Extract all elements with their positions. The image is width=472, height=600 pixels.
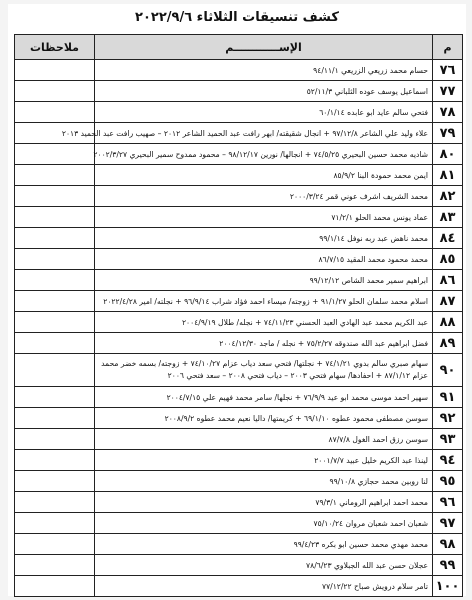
table-row — [15, 354, 463, 387]
row-number: ١٠٠ — [433, 576, 463, 597]
table-row — [15, 534, 463, 555]
row-number: ٨٤ — [433, 228, 463, 249]
row-name: محمد محمود محمد المقيد ٨٦/٧/١٥ — [95, 249, 433, 270]
row-number: ٨٢ — [433, 186, 463, 207]
row-number: ٨٥ — [433, 249, 463, 270]
row-name: عماد يونس محمد الحلو ٧١/٢/١ — [95, 207, 433, 228]
table-row — [15, 492, 463, 513]
table-row — [15, 270, 463, 291]
row-notes — [15, 576, 95, 597]
row-notes — [15, 354, 95, 387]
row-number: ٨٠ — [433, 144, 463, 165]
table-row — [15, 471, 463, 492]
row-number: ٩٤ — [433, 450, 463, 471]
row-notes — [15, 81, 95, 102]
table-header-row — [15, 35, 463, 60]
row-number: ٧٧ — [433, 81, 463, 102]
row-name: تامر سلام درويش صباح ٧٧/١٢/٢٢ — [95, 576, 433, 597]
table-row — [15, 429, 463, 450]
row-notes — [15, 249, 95, 270]
row-notes — [15, 534, 95, 555]
page-title: كشف تنسيقات الثلاثاء ٢٠٢٢/٩/٦ — [135, 10, 339, 25]
table-row — [15, 333, 463, 354]
row-notes — [15, 291, 95, 312]
row-name: شاديه محمد حسين البحيري ٧٤/٥/٢٥ + انجالها/ نورين ٩٨/١٢/١٧ – محمود ممدوح سمير البحيري ٢٠٠٢/٣/٢٧ — [95, 144, 433, 165]
table-row — [15, 207, 463, 228]
column-header-name: الإســــــــــــم — [95, 35, 433, 60]
row-number: ٩٢ — [433, 408, 463, 429]
row-notes — [15, 408, 95, 429]
row-name: سهير احمد موسى محمد ابو عيد ٧٦/٩/٩ + نجلها/ سامر محمد فهيم علي ٢٠٠٤/٧/١٥ — [95, 387, 433, 408]
table-row — [15, 228, 463, 249]
table-row — [15, 291, 463, 312]
row-name: اسماعيل يوسف عوده الثلباني ٥٢/١١/٣ — [95, 81, 433, 102]
row-name: سهام صبري سالم بدوي ٧٤/١/٢١ + نجلتها/ فتحي سعد دياب عزام ٧٤/١٠/٢٧ + زوجته/ بسمه خضر محمد عزام ٨٧/١/١٢ + احفادها/ سهام فتحي ٢٠٠٣ – دياب فتحي ٢٠٠٨ – سعد فتحي ٢٠٠٦ — [95, 354, 433, 387]
row-number: ٨٧ — [433, 291, 463, 312]
row-number: ٩٨ — [433, 534, 463, 555]
row-number: ٧٨ — [433, 102, 463, 123]
row-notes — [15, 270, 95, 291]
table-row — [15, 249, 463, 270]
row-number: ٨٣ — [433, 207, 463, 228]
table-row — [15, 408, 463, 429]
row-notes — [15, 60, 95, 81]
row-name: سوسن رزق احمد الغول ٨٧/٧/٨ — [95, 429, 433, 450]
row-name: ابراهيم سمير محمد الشاص ٩٩/١٢/١٢ — [95, 270, 433, 291]
row-number: ٩٠ — [433, 354, 463, 387]
table-row — [15, 81, 463, 102]
coordination-table — [14, 34, 463, 597]
row-number: ٩٥ — [433, 471, 463, 492]
row-number: ٩٩ — [433, 555, 463, 576]
row-number: ٨١ — [433, 165, 463, 186]
row-name: لينذا عبد الكريم خليل عبيد ٢٠٠١/٧/٧ — [95, 450, 433, 471]
row-notes — [15, 471, 95, 492]
document-sheet — [8, 4, 466, 596]
row-notes — [15, 102, 95, 123]
row-notes — [15, 513, 95, 534]
row-name: اسلام محمد سلمان الحلو ٩١/١/٢٧ + زوجته/ ميساء احمد فؤاد شراب ٩٦/٩/١٤ + نجلته/ امير ٢٠٢٢/٤/٢٨ — [95, 291, 433, 312]
row-name: فتحي سالم عايد ابو عابده ٦٠/١/١٤ — [95, 102, 433, 123]
row-notes — [15, 492, 95, 513]
row-number: ٩٦ — [433, 492, 463, 513]
row-notes — [15, 144, 95, 165]
row-name: شعبان احمد شعبان مروان ٧٥/١٠/٢٤ — [95, 513, 433, 534]
table-row — [15, 513, 463, 534]
row-name: حسام محمد زريعي الزريعي ٩٤/١١/١ — [95, 60, 433, 81]
row-number: ٧٩ — [433, 123, 463, 144]
row-notes — [15, 228, 95, 249]
row-name: عجلان حسن عبد الله الجبلاوي ٧٨/٦/٢٣ — [95, 555, 433, 576]
table-row — [15, 123, 463, 144]
row-notes — [15, 207, 95, 228]
row-number: ٩١ — [433, 387, 463, 408]
table-row — [15, 387, 463, 408]
row-notes — [15, 312, 95, 333]
table-row — [15, 450, 463, 471]
row-notes — [15, 186, 95, 207]
row-name: سوسن مصطفى محمود عطوه ٦٩/١/١٠ + كريمتها/ داليا نعيم محمد عطوه ٢٠٠٨/٩/٢ — [95, 408, 433, 429]
table-row — [15, 186, 463, 207]
table-row — [15, 144, 463, 165]
row-name: محمد احمد ابراهيم الروماني ٧٩/٣/١ — [95, 492, 433, 513]
row-number: ٨٨ — [433, 312, 463, 333]
row-number: ٧٦ — [433, 60, 463, 81]
table-row — [15, 312, 463, 333]
table-row — [15, 60, 463, 81]
row-notes — [15, 450, 95, 471]
row-name: علاء وليد علي الشاعر ٩٧/١٢/٨ + انجال شقيقته/ ابهر رافت عبد الحميد الشاعر ٢٠١٢ – صهيب رافت عبد الحميد ٢٠١٣ — [95, 123, 433, 144]
column-header-num: م — [433, 35, 463, 60]
table-row — [15, 102, 463, 123]
row-number: ٨٩ — [433, 333, 463, 354]
row-name: محمد مهدي محمد حسين ابو بكره ٩٩/٤/٢٣ — [95, 534, 433, 555]
row-notes — [15, 387, 95, 408]
row-number: ٨٦ — [433, 270, 463, 291]
row-name: محمد ناهض عبد ربه نوفل ٩٩/١/١٤ — [95, 228, 433, 249]
row-name: عبد الكريم محمد عبد الهادي العبد الحسني ٧٤/١١/٢٣ + نجله/ طلال ٢٠٠٤/٩/١٩ — [95, 312, 433, 333]
row-notes — [15, 555, 95, 576]
row-notes — [15, 429, 95, 450]
row-number: ٩٧ — [433, 513, 463, 534]
column-header-notes: ملاحظات — [15, 35, 95, 60]
table-row — [15, 555, 463, 576]
row-name: فضل ابراهيم عبد الله صندوقه ٧٥/٢/٢٧ + نجله / ماجد ٢٠٠٤/١٢/٣٠ — [95, 333, 433, 354]
table-row — [15, 165, 463, 186]
row-name: لنا روبين محمد حجازي ٩٩/١٠/٨ — [95, 471, 433, 492]
row-name: محمد الشريف اشرف عوني قمر ٢٠٠٠/٣/٢٤ — [95, 186, 433, 207]
row-name: ايمن محمد حمودة البنا ٨٥/٩/٢ — [95, 165, 433, 186]
row-notes — [15, 333, 95, 354]
row-number: ٩٣ — [433, 429, 463, 450]
row-notes — [15, 165, 95, 186]
table-row — [15, 576, 463, 597]
